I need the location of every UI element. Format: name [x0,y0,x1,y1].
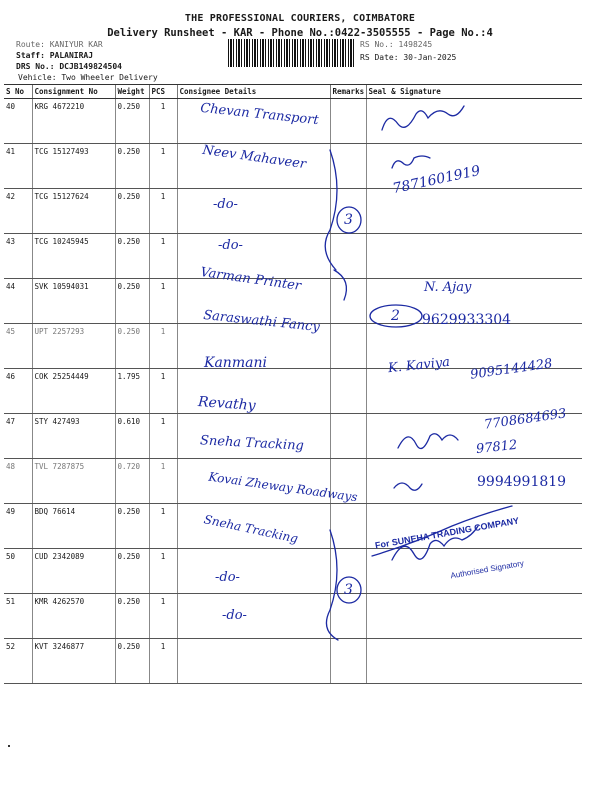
row-sno: 50 [4,549,32,594]
row-pcs: 1 [149,459,177,504]
handwritten-consignee: -do- [222,608,247,623]
row-sno: 47 [4,414,32,459]
row-consignment: COK 25254449 [32,369,115,414]
row-consignment: TVL 7287875 [32,459,115,504]
row-sno: 48 [4,459,32,504]
signature-49 [394,483,422,490]
row-weight: 0.250 [115,594,149,639]
row-consignment: KMR 4262570 [32,594,115,639]
handwritten-note: K. Kaviya [387,354,451,377]
handwritten-consignee: Chevan Transport [199,100,320,129]
circled-count: 2 [391,308,400,324]
row-pcs: 1 [149,639,177,684]
row-consignment: TCG 15127493 [32,144,115,189]
row-sno: 43 [4,234,32,279]
circle-mark-1 [337,207,361,233]
handwritten-note: N. Ajay [424,280,472,295]
handwritten-consignee: Kovai Zheway Roadways [207,469,359,505]
stamp-company-name: For SUNEHA TRADING COMPANY [374,515,520,551]
row-weight: 0.250 [115,639,149,684]
row-pcs: 1 [149,189,177,234]
circled-count: 3 [344,582,353,598]
col-header-consignee: Consignee Details [177,85,330,99]
handwritten-consignee: Revathy [197,394,257,414]
row-weight: 0.250 [115,279,149,324]
handwritten-consignee: -do- [215,570,240,585]
handwritten-note: 97812 [475,437,519,458]
handwritten-consignee: -do- [213,197,238,212]
row-pcs: 1 [149,234,177,279]
row-pcs: 1 [149,99,177,144]
col-header-weight: Weight [115,85,149,99]
row-sno: 52 [4,639,32,684]
row-sno: 51 [4,594,32,639]
row-consignment: BDQ 76614 [32,504,115,549]
row-weight: 0.720 [115,459,149,504]
row-weight: 1.795 [115,369,149,414]
col-header-consignment: Consignment No [32,85,115,99]
row-sno: 45 [4,324,32,369]
row-sno: 42 [4,189,32,234]
row-pcs: 1 [149,594,177,639]
row-consignment: STY 427493 [32,414,115,459]
row-weight: 0.250 [115,99,149,144]
handwritten-consignee: Neev Mahaveer [201,142,307,173]
col-header-signature: Seal & Signature [366,85,582,99]
row-pcs: 1 [149,324,177,369]
row-weight: 0.250 [115,234,149,279]
handwritten-phone: 9095144428 [469,356,554,383]
circle-mark-3 [337,577,361,603]
row-consignment: TCG 15127624 [32,189,115,234]
runsheet-subtitle: Delivery Runsheet - KAR - Phone No.:0422-3505555 - Page No.:4 [107,27,493,39]
signature-50 [392,526,478,560]
vehicle-label: Vehicle: Two Wheeler Delivery [18,73,158,82]
handwritten-consignee: Sneha Tracking [199,433,305,454]
handwritten-consignee: Sneha Tracking [202,512,300,546]
row-weight: 0.250 [115,549,149,594]
bracket-2 [334,270,346,300]
row-sno: 44 [4,279,32,324]
stamp-caption: Authorised Signatory [449,558,525,581]
bracket-3 [326,530,338,640]
row-pcs: 1 [149,144,177,189]
col-header-pcs: PCS [149,85,177,99]
row-pcs: 1 [149,504,177,549]
row-weight: 0.250 [115,189,149,234]
row-consignment: UPT 2257293 [32,324,115,369]
row-sno: 46 [4,369,32,414]
page-edge-mark [8,745,10,747]
row-weight: 0.610 [115,414,149,459]
row-pcs: 1 [149,369,177,414]
col-header-remarks: Remarks [330,85,366,99]
handwritten-phone: 7708684693 [483,406,568,433]
rs-number: RS No.: 1498245 [360,40,433,49]
route-label: Route: KANIYUR KAR [16,40,103,49]
row-sno: 41 [4,144,32,189]
rs-date: RS Date: 30-Jan-2025 [360,53,457,62]
row-consignment: CUD 2342089 [32,549,115,594]
handwritten-phone: 7871601919 [391,162,482,198]
row-pcs: 1 [149,414,177,459]
col-header-sno: S No [4,85,32,99]
handwritten-phone: 9629933304 [422,312,512,328]
row-consignment: KVT 3246877 [32,639,115,684]
row-consignment: SVK 10594031 [32,279,115,324]
row-sno: 49 [4,504,32,549]
circle-mark-2 [370,305,422,327]
signature-41 [392,156,430,168]
handwritten-consignee: Kanmani [204,355,267,371]
circled-count: 3 [344,212,353,228]
row-pcs: 1 [149,279,177,324]
handwritten-consignee: Saraswathi Fancy [202,307,321,336]
drs-number: DRS No.: DCJB149824504 [16,62,122,71]
row-consignment: KRG 4672210 [32,99,115,144]
stamp-stroke [372,506,512,556]
handwritten-phone: 9994991819 [477,474,567,490]
row-sno: 40 [4,99,32,144]
row-weight: 0.250 [115,324,149,369]
bracket-1 [325,150,337,270]
signature-40 [382,106,464,130]
handwritten-consignee: -do- [218,238,243,253]
handwritten-consignee: Varman Printer [199,265,302,294]
row-weight: 0.250 [115,144,149,189]
signature-48 [398,434,458,449]
row-pcs: 1 [149,549,177,594]
row-consignment: TCG 10245945 [32,234,115,279]
staff-label: Staff: PALANIRAJ [16,51,94,60]
runsheet-header-title: THE PROFESSIONAL COURIERS, COIMBATORE [184,13,416,24]
row-weight: 0.250 [115,504,149,549]
